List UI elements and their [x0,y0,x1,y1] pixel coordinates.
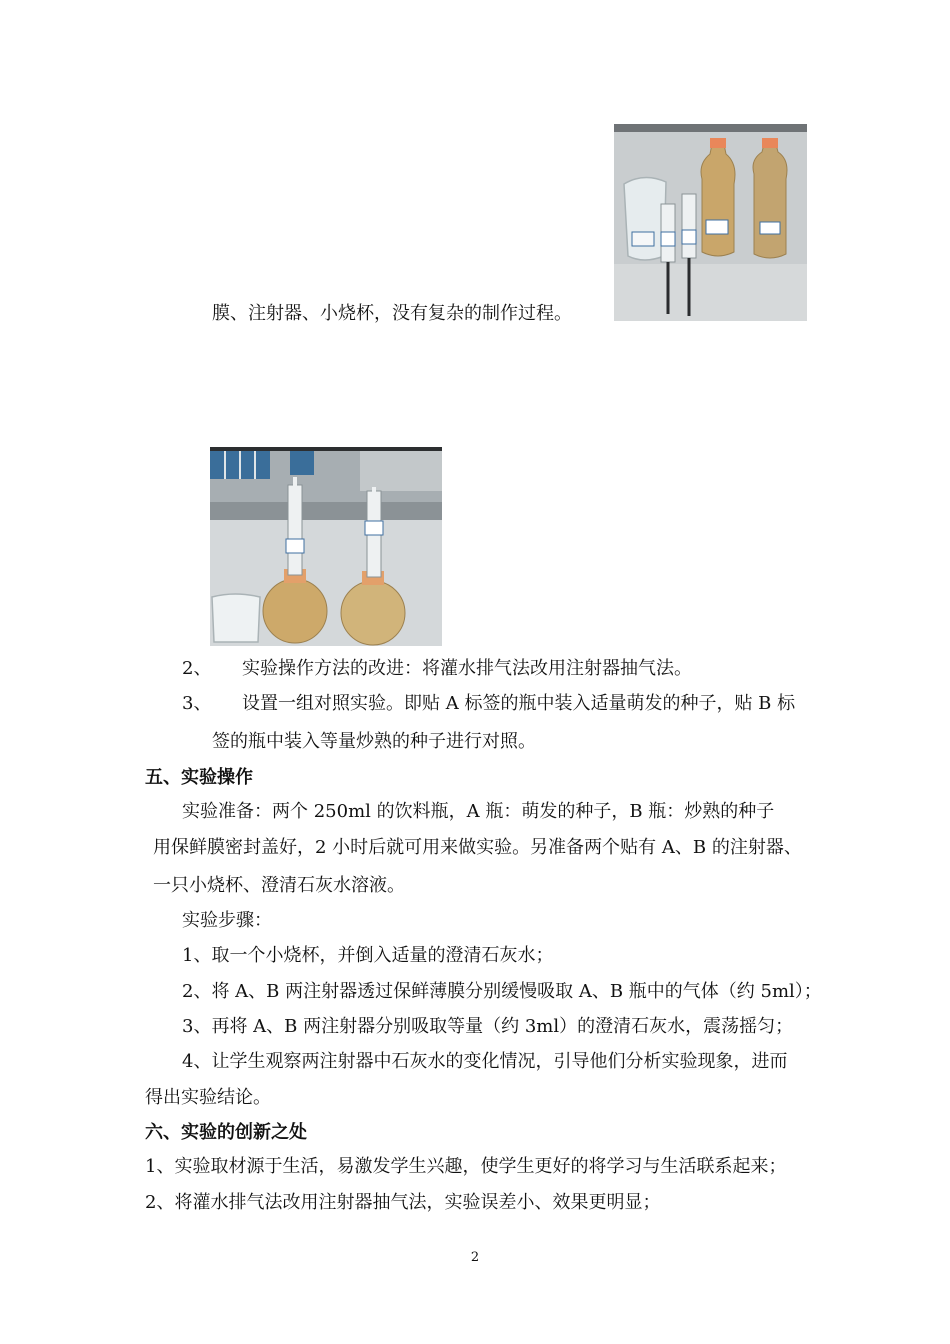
improvement-item-3 [182,692,795,716]
prep-line-3: 一只小烧杯、澄清石灰水溶液。 [153,875,405,896]
section6-heading: 六、实验的创新之处 [145,1122,307,1143]
prep-line-2: 用保鲜膜密封盖好，2 小时后就可用来做实验。另准备两个贴有 A、B 的注射器、 [153,837,802,858]
step-4: 4、让学生观察两注射器中石灰水的变化情况，引导他们分析实验现象，进而 [182,1051,788,1072]
improvement-item-3-cont: 签的瓶中装入等量炒熟的种子进行对照。 [212,731,536,752]
improvement-number: 3、 [182,693,212,714]
steps-title: 实验步骤： [182,910,272,931]
prep-line-1: 实验准备：两个 250ml 的饮料瓶，A 瓶：萌发的种子，B 瓶：炒熟的种子 [182,801,775,822]
improvement-text: 实验操作方法的改进：将灌水排气法改用注射器抽气法。 [242,658,692,679]
photo-syringes-in-bottles-image [210,447,442,646]
photo-seed-bottles-image [614,124,807,321]
improvement-text: 设置一组对照实验。即贴 A 标签的瓶中装入适量萌发的种子，贴 B 标 [242,693,796,714]
innovation-item-1: 1、实验取材源于生活，易激发学生兴趣，使学生更好的将学习与生活联系起来； [145,1156,787,1177]
improvement-item-2 [182,657,692,681]
section5-heading: 五、实验操作 [145,767,253,788]
step-2: 2、将 A、B 两注射器透过保鲜薄膜分别缓慢吸取 A、B 瓶中的气体（约 5ml）； [182,981,822,1002]
step-1: 1、取一个小烧杯，并倒入适量的澄清石灰水； [182,945,554,966]
step-4-cont: 得出实验结论。 [145,1087,271,1108]
photo-seed-bottles [614,124,807,321]
improvement-number: 2、 [182,658,212,679]
innovation-item-2: 2、将灌水排气法改用注射器抽气法，实验误差小、效果更明显； [145,1192,661,1213]
photo-syringes-in-bottles [210,447,442,646]
fragment-line: 膜、注射器、小烧杯，没有复杂的制作过程。 [212,303,572,324]
step-3: 3、再将 A、B 两注射器分别吸取等量（约 3ml）的澄清石灰水，震荡摇匀； [182,1016,794,1037]
page-number: 2 [470,1250,480,1265]
